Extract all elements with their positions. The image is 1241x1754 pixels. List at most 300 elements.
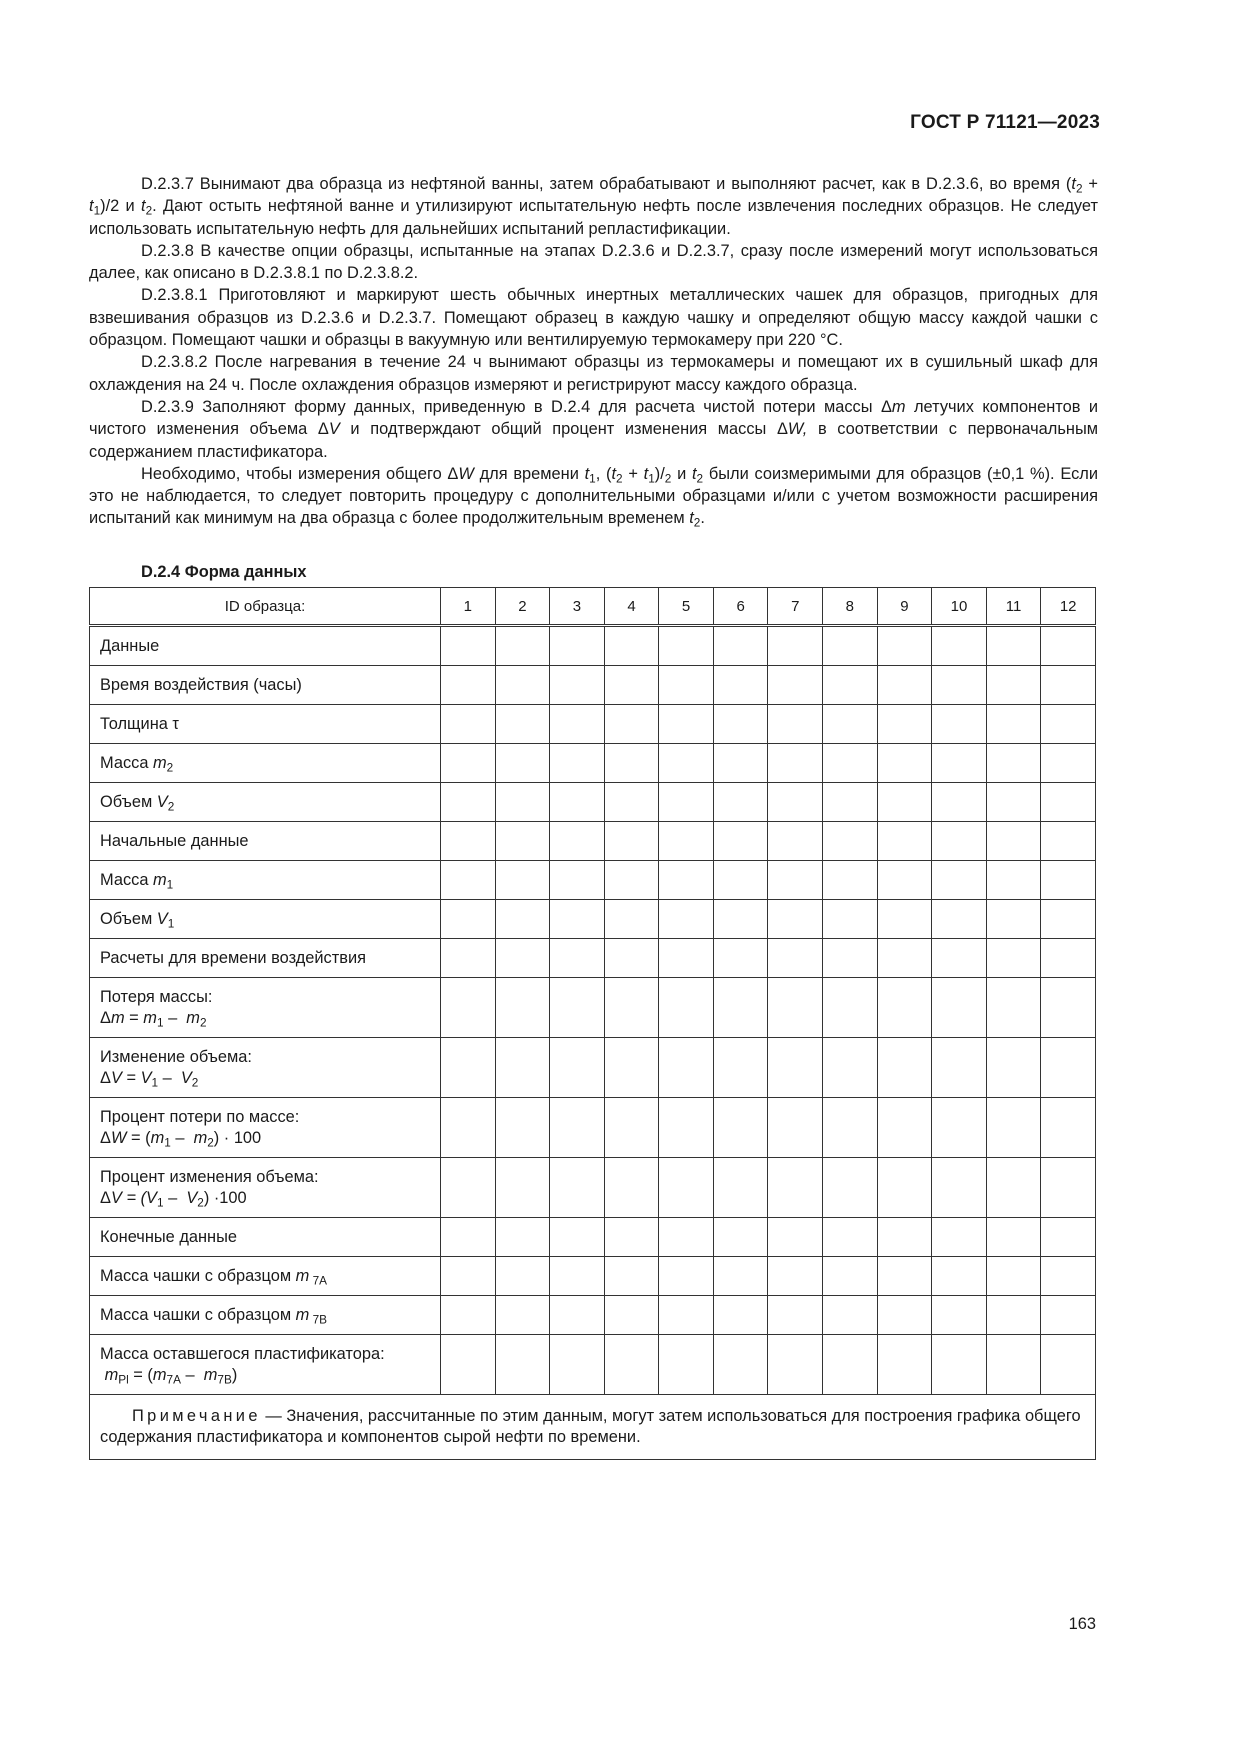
table-row <box>90 705 1096 744</box>
data-cell[interactable] <box>1041 744 1096 783</box>
data-cell[interactable] <box>768 1296 823 1335</box>
data-cell[interactable] <box>823 1158 878 1218</box>
label-text: Масса <box>100 753 154 772</box>
row-label <box>90 1158 441 1218</box>
page-number: 163 <box>1068 1615 1096 1633</box>
data-cell[interactable] <box>713 666 768 705</box>
data-cell[interactable] <box>604 744 659 783</box>
note-text: — Значения, рассчитанные по этим данным, могут затем использоваться для построения графика общего содержания пластификатора и компонентов сырой нефти по времени. <box>100 1407 1081 1446</box>
data-cell[interactable] <box>604 783 659 822</box>
text-fragment: Δ <box>100 1068 111 1087</box>
data-cell[interactable] <box>659 1335 714 1395</box>
data-cell[interactable] <box>441 705 496 744</box>
data-cell[interactable] <box>877 705 932 744</box>
data-cell[interactable] <box>877 1098 932 1158</box>
table-row <box>90 783 1096 822</box>
data-cell[interactable] <box>768 900 823 939</box>
data-cell[interactable] <box>495 1218 550 1257</box>
data-cell[interactable] <box>495 783 550 822</box>
data-cell[interactable] <box>768 705 823 744</box>
var-v: V <box>186 1188 198 1207</box>
data-cell[interactable] <box>550 861 605 900</box>
data-cell[interactable] <box>604 1098 659 1158</box>
data-cell[interactable] <box>877 978 932 1038</box>
data-cell[interactable] <box>604 822 659 861</box>
column-header: 8 <box>823 588 878 626</box>
data-cell[interactable] <box>768 1038 823 1098</box>
data-cell[interactable] <box>986 1038 1041 1098</box>
subscript: 1 <box>648 471 655 486</box>
subscript: 1 <box>156 1194 164 1209</box>
data-cell[interactable] <box>823 939 878 978</box>
data-cell[interactable] <box>823 666 878 705</box>
data-cell[interactable] <box>823 744 878 783</box>
data-cell[interactable] <box>441 666 496 705</box>
label-text: Масса чашки с образцом <box>100 1305 296 1324</box>
data-cell[interactable] <box>877 1335 932 1395</box>
row-label <box>90 744 441 783</box>
data-cell[interactable] <box>1041 822 1096 861</box>
data-cell[interactable] <box>877 1038 932 1098</box>
data-cell[interactable] <box>932 939 987 978</box>
data-cell[interactable] <box>877 783 932 822</box>
data-cell[interactable] <box>659 822 714 861</box>
data-cell[interactable] <box>823 900 878 939</box>
row-label: Толщина τ <box>90 705 441 744</box>
row-label <box>90 900 441 939</box>
table-row <box>90 666 1096 705</box>
row-label: Расчеты для времени воздействия <box>90 939 441 978</box>
table-row <box>90 744 1096 783</box>
data-cell[interactable] <box>768 1098 823 1158</box>
column-header: 9 <box>877 588 932 626</box>
data-cell[interactable] <box>659 1158 714 1218</box>
data-cell[interactable] <box>768 1218 823 1257</box>
subscript: 2 <box>145 203 153 218</box>
data-cell[interactable] <box>441 783 496 822</box>
data-cell[interactable] <box>1041 666 1096 705</box>
var-t: t <box>89 197 94 216</box>
formula <box>100 1365 430 1386</box>
column-header: 6 <box>713 588 768 626</box>
data-cell[interactable] <box>550 1038 605 1098</box>
table-row <box>90 1335 1096 1395</box>
data-cell[interactable] <box>986 1296 1041 1335</box>
data-cell[interactable] <box>877 861 932 900</box>
data-cell[interactable] <box>986 900 1041 939</box>
var-v: V <box>156 792 168 811</box>
subscript: 2 <box>664 471 672 486</box>
data-cell[interactable] <box>604 626 659 666</box>
data-cell[interactable] <box>659 1098 714 1158</box>
data-cell[interactable] <box>441 1296 496 1335</box>
subscript: 1 <box>164 1134 171 1149</box>
data-cell[interactable] <box>495 861 550 900</box>
row-label <box>90 1257 441 1296</box>
data-cell[interactable] <box>550 1098 605 1158</box>
data-cell[interactable] <box>604 1158 659 1218</box>
data-cell[interactable] <box>986 939 1041 978</box>
data-cell[interactable] <box>441 1158 496 1218</box>
var-v: V <box>180 1068 192 1087</box>
data-cell[interactable] <box>659 783 714 822</box>
data-cell[interactable] <box>932 1098 987 1158</box>
data-cell[interactable] <box>495 900 550 939</box>
data-cell[interactable] <box>768 666 823 705</box>
data-cell[interactable] <box>495 822 550 861</box>
row-label <box>90 1098 441 1158</box>
data-cell[interactable] <box>659 744 714 783</box>
data-cell[interactable] <box>713 783 768 822</box>
label-text: Потеря массы: <box>100 987 213 1006</box>
data-cell[interactable] <box>768 1158 823 1218</box>
data-cell[interactable] <box>877 1158 932 1218</box>
data-cell[interactable] <box>441 1335 496 1395</box>
data-cell[interactable] <box>986 1098 1041 1158</box>
data-cell[interactable] <box>823 705 878 744</box>
column-header: 4 <box>604 588 659 626</box>
data-cell[interactable] <box>986 1335 1041 1395</box>
text-fragment: + <box>1082 175 1098 193</box>
table-row <box>90 1038 1096 1098</box>
data-cell[interactable] <box>932 666 987 705</box>
data-cell[interactable] <box>823 626 878 666</box>
var-t: t <box>689 509 694 528</box>
data-cell[interactable] <box>495 744 550 783</box>
data-cell[interactable] <box>441 939 496 978</box>
column-header: 7 <box>768 588 823 626</box>
data-cell[interactable] <box>713 1257 768 1296</box>
data-cell[interactable] <box>604 900 659 939</box>
data-cell[interactable] <box>986 666 1041 705</box>
var-v: V <box>140 1068 152 1087</box>
data-cell[interactable] <box>1041 1098 1096 1158</box>
data-cell[interactable] <box>713 1098 768 1158</box>
column-header: 5 <box>659 588 714 626</box>
data-cell[interactable] <box>1041 1296 1096 1335</box>
text-fragment: – <box>163 1188 187 1207</box>
subscript: 2 <box>166 759 174 774</box>
data-cell[interactable] <box>768 939 823 978</box>
data-cell[interactable] <box>713 861 768 900</box>
var-m: m <box>203 1365 218 1384</box>
column-header: 10 <box>932 588 987 626</box>
data-cell[interactable] <box>986 705 1041 744</box>
data-cell[interactable] <box>713 939 768 978</box>
data-cell[interactable] <box>550 1218 605 1257</box>
data-cell[interactable] <box>441 822 496 861</box>
data-cell[interactable] <box>932 861 987 900</box>
data-cell[interactable] <box>986 861 1041 900</box>
data-cell[interactable] <box>495 978 550 1038</box>
data-cell[interactable] <box>495 1158 550 1218</box>
data-cell[interactable] <box>768 978 823 1038</box>
row-label <box>90 1296 441 1335</box>
data-cell[interactable] <box>495 1296 550 1335</box>
data-cell[interactable] <box>713 978 768 1038</box>
data-cell[interactable] <box>441 626 496 666</box>
data-cell[interactable] <box>550 705 605 744</box>
label-text: Масса чашки с образцом <box>100 1266 296 1285</box>
data-cell[interactable] <box>877 1257 932 1296</box>
paragraph-requirement <box>89 463 1098 530</box>
subscript: 2 <box>197 1194 204 1209</box>
data-cell[interactable] <box>768 783 823 822</box>
var-w: W <box>110 1128 127 1147</box>
data-cell[interactable] <box>550 900 605 939</box>
data-cell[interactable] <box>986 978 1041 1038</box>
data-cell[interactable] <box>604 939 659 978</box>
data-cell[interactable] <box>550 626 605 666</box>
row-label: Время воздействия (часы) <box>90 666 441 705</box>
data-cell[interactable] <box>1041 1158 1096 1218</box>
label-text: Изменение объема: <box>100 1047 252 1066</box>
data-cell[interactable] <box>550 939 605 978</box>
data-cell[interactable] <box>659 939 714 978</box>
data-cell[interactable] <box>1041 978 1096 1038</box>
text-fragment: и <box>671 464 692 483</box>
data-cell[interactable] <box>932 783 987 822</box>
data-cell[interactable] <box>823 1218 878 1257</box>
data-cell[interactable] <box>1041 861 1096 900</box>
subscript: 2 <box>693 515 701 530</box>
text-fragment: – <box>170 1128 194 1147</box>
column-header: 1 <box>441 588 496 626</box>
table-row <box>90 1257 1096 1296</box>
data-cell[interactable] <box>877 1218 932 1257</box>
text-fragment: ) · 100 <box>213 1128 262 1147</box>
row-label: Конечные данные <box>90 1218 441 1257</box>
data-cell[interactable] <box>659 1218 714 1257</box>
data-cell[interactable] <box>932 744 987 783</box>
data-cell[interactable] <box>604 1038 659 1098</box>
data-cell[interactable] <box>823 861 878 900</box>
data-cell[interactable] <box>713 900 768 939</box>
data-cell[interactable] <box>441 900 496 939</box>
data-cell[interactable] <box>495 666 550 705</box>
data-cell[interactable] <box>932 822 987 861</box>
data-cell[interactable] <box>823 822 878 861</box>
data-cell[interactable] <box>932 1038 987 1098</box>
data-cell[interactable] <box>823 1038 878 1098</box>
data-cell[interactable] <box>550 744 605 783</box>
data-cell[interactable] <box>604 666 659 705</box>
data-cell[interactable] <box>604 1257 659 1296</box>
column-header: 3 <box>550 588 605 626</box>
data-cell[interactable] <box>932 626 987 666</box>
subscript: 7A <box>166 1371 181 1386</box>
table-row <box>90 822 1096 861</box>
table-note-row <box>90 1395 1096 1460</box>
data-cell[interactable] <box>986 1218 1041 1257</box>
data-cell[interactable] <box>713 1158 768 1218</box>
data-cell[interactable] <box>768 1257 823 1296</box>
data-cell[interactable] <box>604 705 659 744</box>
column-header: 12 <box>1041 588 1096 626</box>
data-cell[interactable] <box>932 1296 987 1335</box>
data-cell[interactable] <box>1041 939 1096 978</box>
data-cell[interactable] <box>659 626 714 666</box>
data-cell[interactable] <box>1041 1218 1096 1257</box>
data-cell[interactable] <box>495 626 550 666</box>
row-label: Начальные данные <box>90 822 441 861</box>
data-cell[interactable] <box>986 1257 1041 1296</box>
data-cell[interactable] <box>986 744 1041 783</box>
var-t: t <box>643 464 649 483</box>
data-cell[interactable] <box>495 1335 550 1395</box>
subscript: 1 <box>156 1014 164 1029</box>
data-cell[interactable] <box>1041 705 1096 744</box>
data-cell[interactable] <box>877 1296 932 1335</box>
data-cell[interactable] <box>441 1038 496 1098</box>
data-cell[interactable] <box>441 861 496 900</box>
data-cell[interactable] <box>550 1257 605 1296</box>
var-m: m <box>150 1128 165 1147</box>
data-cell[interactable] <box>659 705 714 744</box>
data-cell[interactable] <box>932 900 987 939</box>
data-cell[interactable] <box>713 1038 768 1098</box>
data-cell[interactable] <box>713 744 768 783</box>
section-title: D.2.4 Форма данных <box>141 563 307 581</box>
data-cell[interactable] <box>659 666 714 705</box>
table-row <box>90 1158 1096 1218</box>
paragraph-d2-3-8-2: D.2.3.8.2 После нагревания в течение 24 ч вынимают образцы из термокамеры и помещают их в сушильный шкаф для охлаждения на 24 ч. После охлаждения образцов измеряют и регистрируют массу каждого образца. <box>89 353 1098 394</box>
data-cell[interactable] <box>877 900 932 939</box>
data-cell[interactable] <box>877 822 932 861</box>
text-fragment: и подтверждают общий процент изменения массы Δ <box>339 420 788 439</box>
data-cell[interactable] <box>659 1296 714 1335</box>
paragraph-d2-3-9 <box>89 396 1098 463</box>
var-m: m <box>295 1305 310 1324</box>
subscript: Pl <box>118 1371 129 1386</box>
data-cell[interactable] <box>604 861 659 900</box>
data-cell[interactable] <box>713 1335 768 1395</box>
subscript: 1 <box>93 203 101 218</box>
subscript: 2 <box>191 1074 199 1089</box>
data-cell[interactable] <box>932 1218 987 1257</box>
data-cell[interactable] <box>441 1218 496 1257</box>
var-v: V = (V <box>110 1188 157 1207</box>
data-cell[interactable] <box>441 978 496 1038</box>
data-cell[interactable] <box>932 1158 987 1218</box>
row-label: Данные <box>90 626 441 666</box>
data-cell[interactable] <box>441 1257 496 1296</box>
data-cell[interactable] <box>823 1257 878 1296</box>
data-cell[interactable] <box>604 1296 659 1335</box>
text-fragment: Δ <box>100 1128 111 1147</box>
var-m: m <box>891 397 906 416</box>
var-m: m <box>153 870 167 889</box>
data-cell[interactable] <box>659 1257 714 1296</box>
data-cell[interactable] <box>823 1098 878 1158</box>
data-cell[interactable] <box>768 1335 823 1395</box>
paragraph-d2-3-8-1: D.2.3.8.1 Приготовляют и маркируют шесть обычных инертных металлических чашек для образцов, пригодных для взвешивания образцов из D.2.3.6 и D.2.3.7. Помещают образец в каждую чашку и определяют общую массу каждой чашки с образцом. Помещают чашки и образцы в вакуумную или вентилируемую термокамеру при 220 °С. <box>89 286 1098 350</box>
data-cell[interactable] <box>823 1335 878 1395</box>
text-fragment: + <box>622 464 644 483</box>
subscript: 2 <box>696 471 704 486</box>
data-cell[interactable] <box>823 978 878 1038</box>
data-cell[interactable] <box>986 783 1041 822</box>
data-cell[interactable] <box>1041 1335 1096 1395</box>
data-cell[interactable] <box>441 744 496 783</box>
data-cell[interactable] <box>768 861 823 900</box>
data-cell[interactable] <box>604 1218 659 1257</box>
data-cell[interactable] <box>659 978 714 1038</box>
data-cell[interactable] <box>713 1218 768 1257</box>
label-text: Процент потери по массе: <box>100 1107 300 1126</box>
data-cell[interactable] <box>713 705 768 744</box>
data-cell[interactable] <box>550 1296 605 1335</box>
data-cell[interactable] <box>932 1335 987 1395</box>
data-cell[interactable] <box>768 822 823 861</box>
data-cell[interactable] <box>550 666 605 705</box>
data-cell[interactable] <box>877 666 932 705</box>
data-cell[interactable] <box>550 822 605 861</box>
data-cell[interactable] <box>495 705 550 744</box>
data-cell[interactable] <box>768 626 823 666</box>
data-cell[interactable] <box>713 1296 768 1335</box>
data-cell[interactable] <box>659 900 714 939</box>
var-t: t <box>1071 175 1076 193</box>
data-cell[interactable] <box>495 1038 550 1098</box>
data-cell[interactable] <box>604 1335 659 1395</box>
table-row <box>90 861 1096 900</box>
var-v: V <box>110 1068 122 1087</box>
data-cell[interactable] <box>986 822 1041 861</box>
data-cell[interactable] <box>932 705 987 744</box>
data-cell[interactable] <box>495 939 550 978</box>
data-cell[interactable] <box>986 1158 1041 1218</box>
data-cell[interactable] <box>823 783 878 822</box>
text-fragment: – <box>180 1365 204 1384</box>
data-cell[interactable] <box>1041 900 1096 939</box>
table-row <box>90 978 1096 1038</box>
data-cell[interactable] <box>768 744 823 783</box>
data-cell[interactable] <box>495 1257 550 1296</box>
text-fragment: в соответствии с первоначальным содержанием пластификатора. <box>89 420 1098 461</box>
data-cell[interactable] <box>1041 1038 1096 1098</box>
text-fragment: = <box>121 1068 141 1087</box>
data-cell[interactable] <box>713 626 768 666</box>
data-cell[interactable] <box>932 978 987 1038</box>
data-cell[interactable] <box>550 1158 605 1218</box>
data-cell[interactable] <box>495 1098 550 1158</box>
data-cell[interactable] <box>986 626 1041 666</box>
data-cell[interactable] <box>823 1296 878 1335</box>
note-label: Примечание <box>132 1407 261 1425</box>
data-cell[interactable] <box>877 626 932 666</box>
var-v: V <box>328 420 340 439</box>
var-m: m <box>152 1365 167 1384</box>
data-cell[interactable] <box>659 861 714 900</box>
subscript: 2 <box>1075 181 1083 196</box>
data-cell[interactable] <box>877 744 932 783</box>
data-cell[interactable] <box>877 939 932 978</box>
data-cell[interactable] <box>550 978 605 1038</box>
data-cell[interactable] <box>550 783 605 822</box>
data-cell[interactable] <box>1041 626 1096 666</box>
subscript: 1 <box>589 471 596 486</box>
data-cell[interactable] <box>550 1335 605 1395</box>
formula <box>100 1188 430 1209</box>
data-cell[interactable] <box>1041 1257 1096 1296</box>
data-cell[interactable] <box>1041 783 1096 822</box>
data-cell[interactable] <box>713 822 768 861</box>
data-cell[interactable] <box>441 1098 496 1158</box>
data-cell[interactable] <box>604 978 659 1038</box>
data-cell[interactable] <box>659 1038 714 1098</box>
data-cell[interactable] <box>932 1257 987 1296</box>
